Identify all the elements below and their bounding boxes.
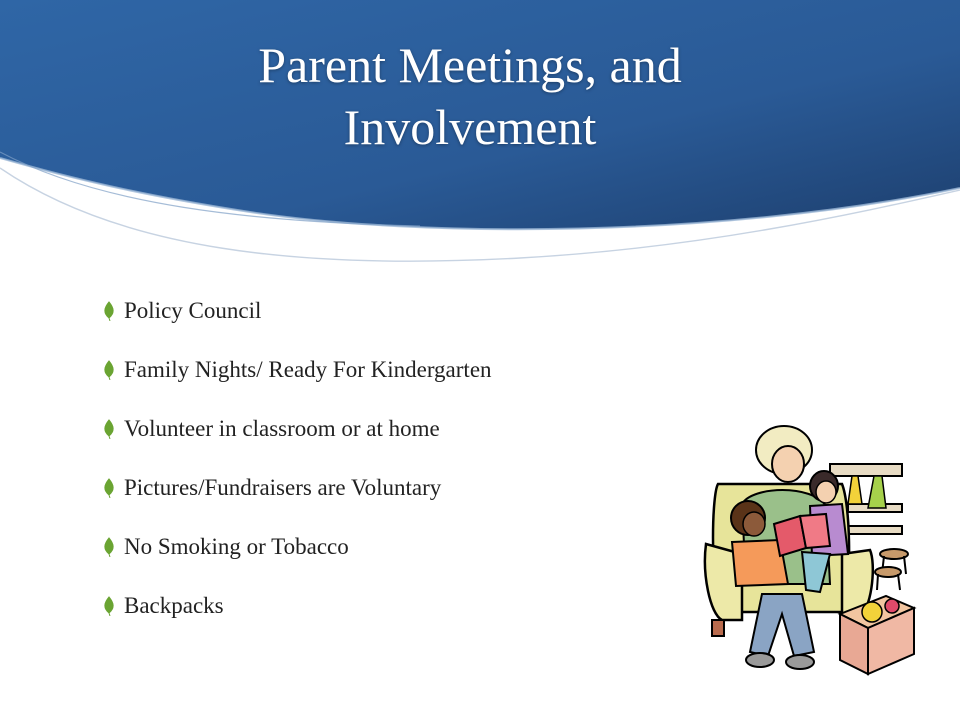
bullet-text: No Smoking or Tobacco: [124, 534, 349, 559]
leaf-bullet-icon: [102, 412, 124, 446]
leaf-bullet-icon: [102, 294, 124, 328]
bullet-item: [102, 471, 492, 530]
bullet-list: [102, 294, 492, 648]
slide-title: [80, 34, 860, 158]
title-line-2: Involvement: [343, 99, 597, 155]
parent-reading-clipart-icon: [702, 424, 920, 676]
bullet-item: [102, 530, 492, 589]
bullet-item: [102, 412, 492, 471]
title-line-1: Parent Meetings, and: [258, 37, 682, 93]
bullet-item: [102, 294, 492, 353]
leaf-bullet-icon: [102, 471, 124, 505]
bullet-text: Volunteer in classroom or at home: [124, 416, 440, 441]
bullet-text: Family Nights/ Ready For Kindergarten: [124, 357, 492, 382]
leaf-bullet-icon: [102, 353, 124, 387]
bullet-text: Policy Council: [124, 298, 262, 323]
bullet-item: [102, 353, 492, 412]
bullet-item: [102, 589, 492, 648]
leaf-bullet-icon: [102, 589, 124, 623]
bullet-text: Backpacks: [124, 593, 224, 618]
bullet-text: Pictures/Fundraisers are Voluntary: [124, 475, 442, 500]
leaf-bullet-icon: [102, 530, 124, 564]
